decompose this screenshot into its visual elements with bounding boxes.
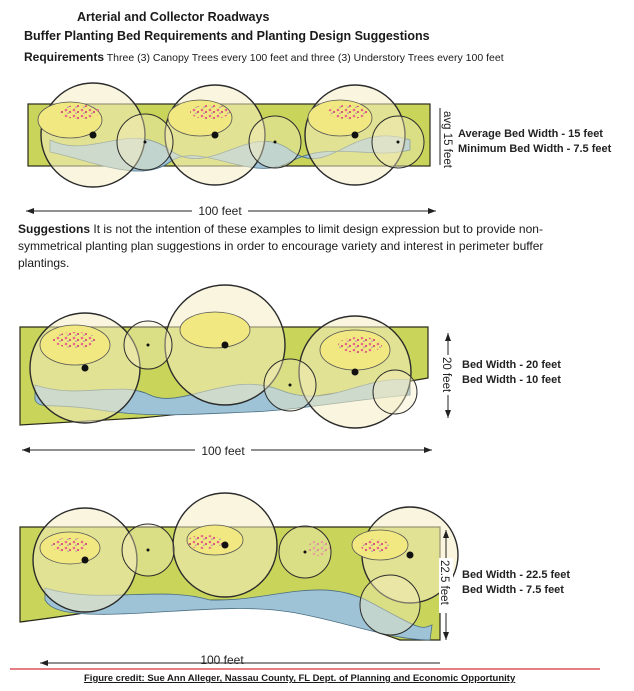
flower-cluster bbox=[361, 539, 389, 553]
suggestions-text: It is not the intention of these examples to limit design expression but to provide non-symmetrical planting plan suggestions in order to encourage variety and interest in perimeter buffer plantings. bbox=[18, 222, 544, 270]
tree-trunk bbox=[82, 557, 89, 564]
length-arrows bbox=[40, 660, 48, 666]
flower-cluster bbox=[187, 535, 223, 549]
requirements-label: Requirements bbox=[24, 50, 105, 64]
flower-cluster bbox=[60, 105, 100, 119]
length-label-3: 100 feet bbox=[200, 653, 244, 667]
suggestions-label: Suggestions bbox=[18, 222, 91, 236]
tree-trunk bbox=[352, 369, 359, 376]
diagram-1-note-2: Minimum Bed Width - 7.5 feet bbox=[458, 143, 612, 155]
tree-trunk bbox=[274, 141, 277, 144]
width-label-3: 22.5 feet bbox=[438, 560, 450, 605]
flower-cluster bbox=[53, 332, 97, 348]
flower-cluster bbox=[50, 538, 90, 552]
page-subtitle: Buffer Planting Bed Requirements and Planting Design Suggestions bbox=[24, 29, 430, 43]
tree-trunk bbox=[397, 141, 400, 144]
width-label-2: 20 feet bbox=[440, 357, 452, 393]
tree-trunk bbox=[407, 552, 414, 559]
diagram-2-note-2: Bed Width - 10 feet bbox=[462, 374, 561, 386]
flower-cluster bbox=[338, 337, 382, 353]
tree-trunk bbox=[222, 342, 229, 349]
tree-trunk bbox=[90, 132, 97, 139]
tree-trunk bbox=[352, 132, 359, 139]
tree-trunk bbox=[144, 141, 147, 144]
understory-tree bbox=[360, 575, 420, 635]
tree-trunk bbox=[304, 551, 307, 554]
tree-trunk bbox=[212, 132, 219, 139]
flower-cluster bbox=[190, 105, 230, 119]
diagram-3 bbox=[10, 493, 600, 669]
figure-credit: Figure credit: Sue Ann Alleger, Nassau County, FL Dept. of Planning and Economic Opportunity bbox=[84, 673, 516, 684]
diagram-3-note-2: Bed Width - 7.5 feet bbox=[462, 584, 564, 596]
requirements-text: Three (3) Canopy Trees every 100 feet and three (3) Understory Trees every 100 feet bbox=[106, 52, 504, 64]
tree-trunk bbox=[82, 365, 89, 372]
length-label-2: 100 feet bbox=[201, 444, 245, 458]
width-label-1: avg 15 feet bbox=[441, 111, 453, 168]
length-label-1: 100 feet bbox=[198, 204, 242, 218]
diagram-1 bbox=[26, 83, 453, 219]
understory-bed bbox=[180, 312, 250, 348]
diagram-2 bbox=[20, 285, 455, 458]
page-title: Arterial and Collector Roadways bbox=[77, 10, 270, 24]
diagram-2-note-1: Bed Width - 20 feet bbox=[462, 359, 561, 371]
understory-tree bbox=[373, 370, 417, 414]
tree-trunk bbox=[222, 542, 229, 549]
diagram-3-note-1: Bed Width - 22.5 feet bbox=[462, 569, 571, 581]
tree-trunk bbox=[147, 344, 150, 347]
tree-trunk bbox=[147, 549, 150, 552]
diagram-1-note-1: Average Bed Width - 15 feet bbox=[458, 128, 603, 140]
flower-cluster bbox=[328, 105, 368, 119]
tree-trunk bbox=[289, 384, 292, 387]
